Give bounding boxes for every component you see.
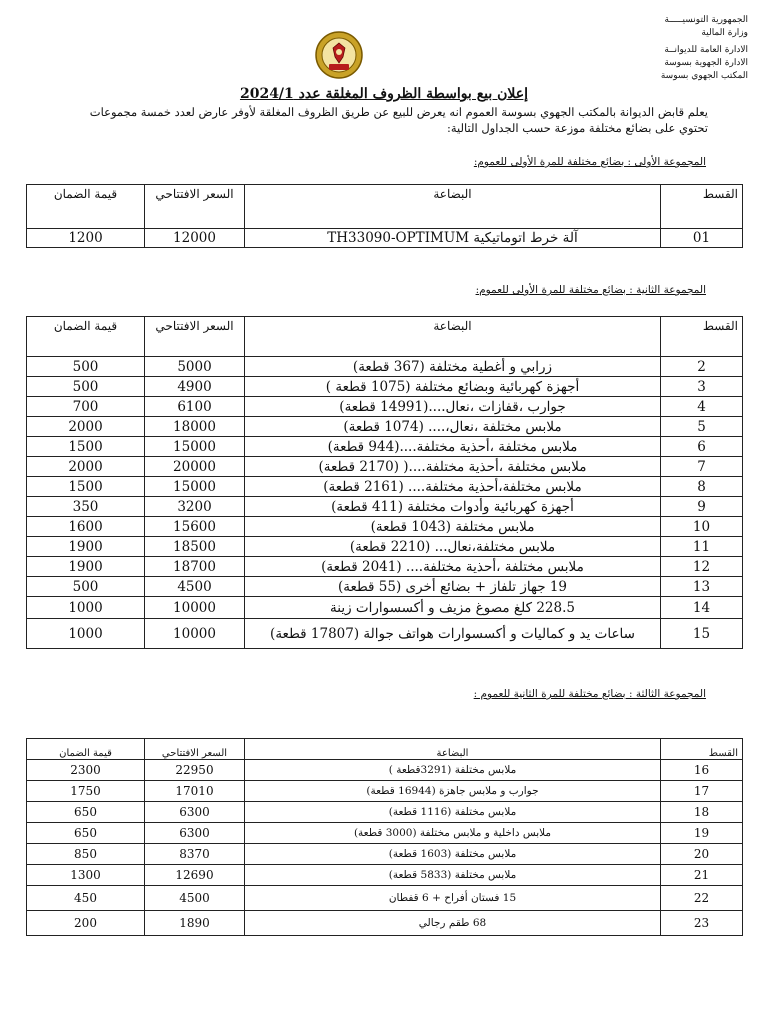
- header-lot: القسط: [661, 185, 743, 229]
- price-cell: 5000: [145, 357, 245, 377]
- price-cell: 15000: [145, 437, 245, 457]
- letterhead-line: وزارة المالية: [701, 28, 748, 38]
- price-cell: 12690: [145, 865, 245, 886]
- lot-cell: 22: [661, 886, 743, 911]
- table-row: [27, 802, 743, 823]
- lot-cell: 20: [661, 844, 743, 865]
- lot-cell: 14: [661, 597, 743, 619]
- group-1-title: المجموعة الأولى : بضائع مختلفة للمرة الأولى للعموم:: [473, 156, 706, 168]
- header-goods: البضاعة: [245, 185, 661, 229]
- guarantee-cell: 200: [27, 911, 145, 936]
- header-goods: البضاعة: [245, 739, 661, 760]
- goods-cell: ملابس مختلفة (1043 قطعة): [245, 517, 661, 537]
- price-cell: 17010: [145, 781, 245, 802]
- header-opening-price: السعر الافتتاحي: [145, 185, 245, 229]
- goods-cell: ملابس مختلفة،أحذية مختلفة.... (2161 قطعة): [245, 477, 661, 497]
- goods-cell: ملابس مختلفة (1603 قطعة): [245, 844, 661, 865]
- goods-cell: أجهزة كهربائية وأدوات مختلفة (411 قطعة): [245, 497, 661, 517]
- letterhead-line: الادارة الجهوية بسوسة: [664, 58, 748, 68]
- table-row: [27, 577, 743, 597]
- price-cell: 18700: [145, 557, 245, 577]
- group-1-table: [26, 184, 743, 248]
- letterhead: [548, 14, 748, 83]
- lot-cell: 3: [661, 377, 743, 397]
- goods-cell: جوارب و ملابس جاهزة (16944 قطعة): [245, 781, 661, 802]
- guarantee-cell: 850: [27, 844, 145, 865]
- guarantee-cell: 700: [27, 397, 145, 417]
- table-row: [27, 457, 743, 477]
- table-row: [27, 437, 743, 457]
- table-row: [27, 597, 743, 619]
- goods-cell: 19 جهاز تلفاز + بضائع أخرى (55 قطعة): [245, 577, 661, 597]
- price-cell: 4500: [145, 577, 245, 597]
- group-3-table: [26, 738, 743, 936]
- announcement-intro: يعلم قابض الديوانة بالمكتب الجهوي بسوسة العموم انه يعرض للبيع عن طريق الظروف المغلقة لأوفر عارض لعدد خمسة مجموعات تحتوي على بضائع مختلفة موزعة حسب الجداول التالية:: [89, 105, 708, 135]
- header-goods: البضاعة: [245, 317, 661, 357]
- price-cell: 8370: [145, 844, 245, 865]
- lot-cell: 2: [661, 357, 743, 377]
- table-row: [27, 865, 743, 886]
- letterhead-line: الجمهورية التونسيـــــة: [664, 15, 748, 25]
- guarantee-cell: 1750: [27, 781, 145, 802]
- goods-cell: ملابس مختلفة ،أحذية مختلفة.... (2041 قطعة): [245, 557, 661, 577]
- goods-cell: 15 فستان أفراح + 6 قفطان: [245, 886, 661, 911]
- letterhead-line: الادارة العامة للديوانــة: [664, 45, 748, 55]
- price-cell: 20000: [145, 457, 245, 477]
- table-row: [27, 537, 743, 557]
- guarantee-cell: 2300: [27, 760, 145, 781]
- table-row: [27, 497, 743, 517]
- guarantee-cell: 2000: [27, 417, 145, 437]
- guarantee-cell: 1200: [27, 229, 145, 248]
- goods-cell: جوارب ،قفازات ،نعال....(14991 قطعة): [245, 397, 661, 417]
- group-2-table: [26, 316, 743, 649]
- guarantee-cell: 1900: [27, 537, 145, 557]
- guarantee-cell: 1500: [27, 437, 145, 457]
- lot-cell: 16: [661, 760, 743, 781]
- table-header-row: [27, 185, 743, 229]
- table-row: [27, 397, 743, 417]
- guarantee-cell: 350: [27, 497, 145, 517]
- header-lot: القسط: [661, 739, 743, 760]
- lot-cell: 11: [661, 537, 743, 557]
- table-row: [27, 886, 743, 911]
- table-row: [27, 760, 743, 781]
- lot-cell: 23: [661, 911, 743, 936]
- table-row: [27, 619, 743, 649]
- lot-cell: 15: [661, 619, 743, 649]
- goods-cell: ملابس مختلفة (3291قطعة ): [245, 760, 661, 781]
- goods-cell: ساعات يد و كماليات و أكسسوارات هواتف جوالة (17807 قطعة): [245, 619, 661, 649]
- goods-cell: 228.5 كلغ مصوغ مزيف و أكسسوارات زينة: [245, 597, 661, 619]
- guarantee-cell: 500: [27, 357, 145, 377]
- lot-cell: 21: [661, 865, 743, 886]
- goods-cell: زرابي و أغطية مختلفة (367 قطعة): [245, 357, 661, 377]
- price-cell: 22950: [145, 760, 245, 781]
- table-row: [27, 911, 743, 936]
- lot-cell: 17: [661, 781, 743, 802]
- lot-cell: 8: [661, 477, 743, 497]
- price-cell: 3200: [145, 497, 245, 517]
- header-guarantee: قيمة الضمان: [27, 739, 145, 760]
- goods-cell: أجهزة كهربائية وبضائع مختلفة (1075 قطعة ): [245, 377, 661, 397]
- lot-cell: 12: [661, 557, 743, 577]
- guarantee-cell: 500: [27, 377, 145, 397]
- table-row: [27, 823, 743, 844]
- announcement-title: إعلان بيع بواسطة الظروف المغلقة عدد 2024/1: [239, 86, 529, 102]
- goods-cell: ملابس مختلفة ،نعال،.... (1074 قطعة): [245, 417, 661, 437]
- price-cell: 4500: [145, 886, 245, 911]
- price-cell: 6300: [145, 823, 245, 844]
- table-header-row: [27, 739, 743, 760]
- lot-cell: 5: [661, 417, 743, 437]
- goods-cell: ملابس مختلفة ،أحذية مختلفة....( (2170 قطعة): [245, 457, 661, 477]
- goods-cell: ملابس مختلفة ،أحذية مختلفة....(944 قطعة): [245, 437, 661, 457]
- table-row: [27, 229, 743, 248]
- goods-cell: ملابس داخلية و ملابس مختلفة (3000 قطعة): [245, 823, 661, 844]
- table-row: [27, 517, 743, 537]
- table-row: [27, 377, 743, 397]
- table-row: [27, 417, 743, 437]
- guarantee-cell: 650: [27, 823, 145, 844]
- goods-cell: 68 طقم رجالي: [245, 911, 661, 936]
- table-row: [27, 557, 743, 577]
- letterhead-line: المكتب الجهوي بسوسة: [660, 71, 748, 81]
- price-cell: 18000: [145, 417, 245, 437]
- guarantee-cell: 450: [27, 886, 145, 911]
- price-cell: 1890: [145, 911, 245, 936]
- table-row: [27, 781, 743, 802]
- price-cell: 6100: [145, 397, 245, 417]
- goods-cell: ملابس مختلفة،نعال... (2210 قطعة): [245, 537, 661, 557]
- header-lot: القسط: [661, 317, 743, 357]
- price-cell: 12000: [145, 229, 245, 248]
- lot-cell: 9: [661, 497, 743, 517]
- lot-cell: 01: [661, 229, 743, 248]
- guarantee-cell: 1000: [27, 597, 145, 619]
- price-cell: 10000: [145, 597, 245, 619]
- lot-cell: 19: [661, 823, 743, 844]
- lot-cell: 18: [661, 802, 743, 823]
- header-opening-price: السعر الافتتاحي: [145, 739, 245, 760]
- table-header-row: [27, 317, 743, 357]
- customs-seal-logo: [314, 30, 364, 80]
- guarantee-cell: 650: [27, 802, 145, 823]
- goods-cell: ملابس مختلفة (1116 قطعة): [245, 802, 661, 823]
- lot-cell: 13: [661, 577, 743, 597]
- lot-cell: 7: [661, 457, 743, 477]
- price-cell: 4900: [145, 377, 245, 397]
- table-row: [27, 357, 743, 377]
- guarantee-cell: 1000: [27, 619, 145, 649]
- table-row: [27, 844, 743, 865]
- lot-cell: 10: [661, 517, 743, 537]
- goods-cell: آلة خرط اتوماتيكية TH33090-OPTIMUM: [245, 229, 661, 248]
- guarantee-cell: 1500: [27, 477, 145, 497]
- guarantee-cell: 1300: [27, 865, 145, 886]
- table-row: [27, 477, 743, 497]
- goods-cell: ملابس مختلفة (5833 قطعة): [245, 865, 661, 886]
- group-2-title: المجموعة الثانية : بضائع مختلفة للمرة الأولى للعموم:: [475, 284, 706, 296]
- price-cell: 15000: [145, 477, 245, 497]
- price-cell: 15600: [145, 517, 245, 537]
- lot-cell: 6: [661, 437, 743, 457]
- lot-cell: 4: [661, 397, 743, 417]
- header-opening-price: السعر الافتتاحي: [145, 317, 245, 357]
- header-guarantee: قيمة الضمان: [27, 185, 145, 229]
- price-cell: 18500: [145, 537, 245, 557]
- guarantee-cell: 2000: [27, 457, 145, 477]
- price-cell: 10000: [145, 619, 245, 649]
- guarantee-cell: 1600: [27, 517, 145, 537]
- price-cell: 6300: [145, 802, 245, 823]
- header-guarantee: قيمة الضمان: [27, 317, 145, 357]
- guarantee-cell: 1900: [27, 557, 145, 577]
- group-3-title: المجموعة الثالثة : بضائع مختلفة للمرة الثانية للعموم :: [473, 688, 706, 700]
- guarantee-cell: 500: [27, 577, 145, 597]
